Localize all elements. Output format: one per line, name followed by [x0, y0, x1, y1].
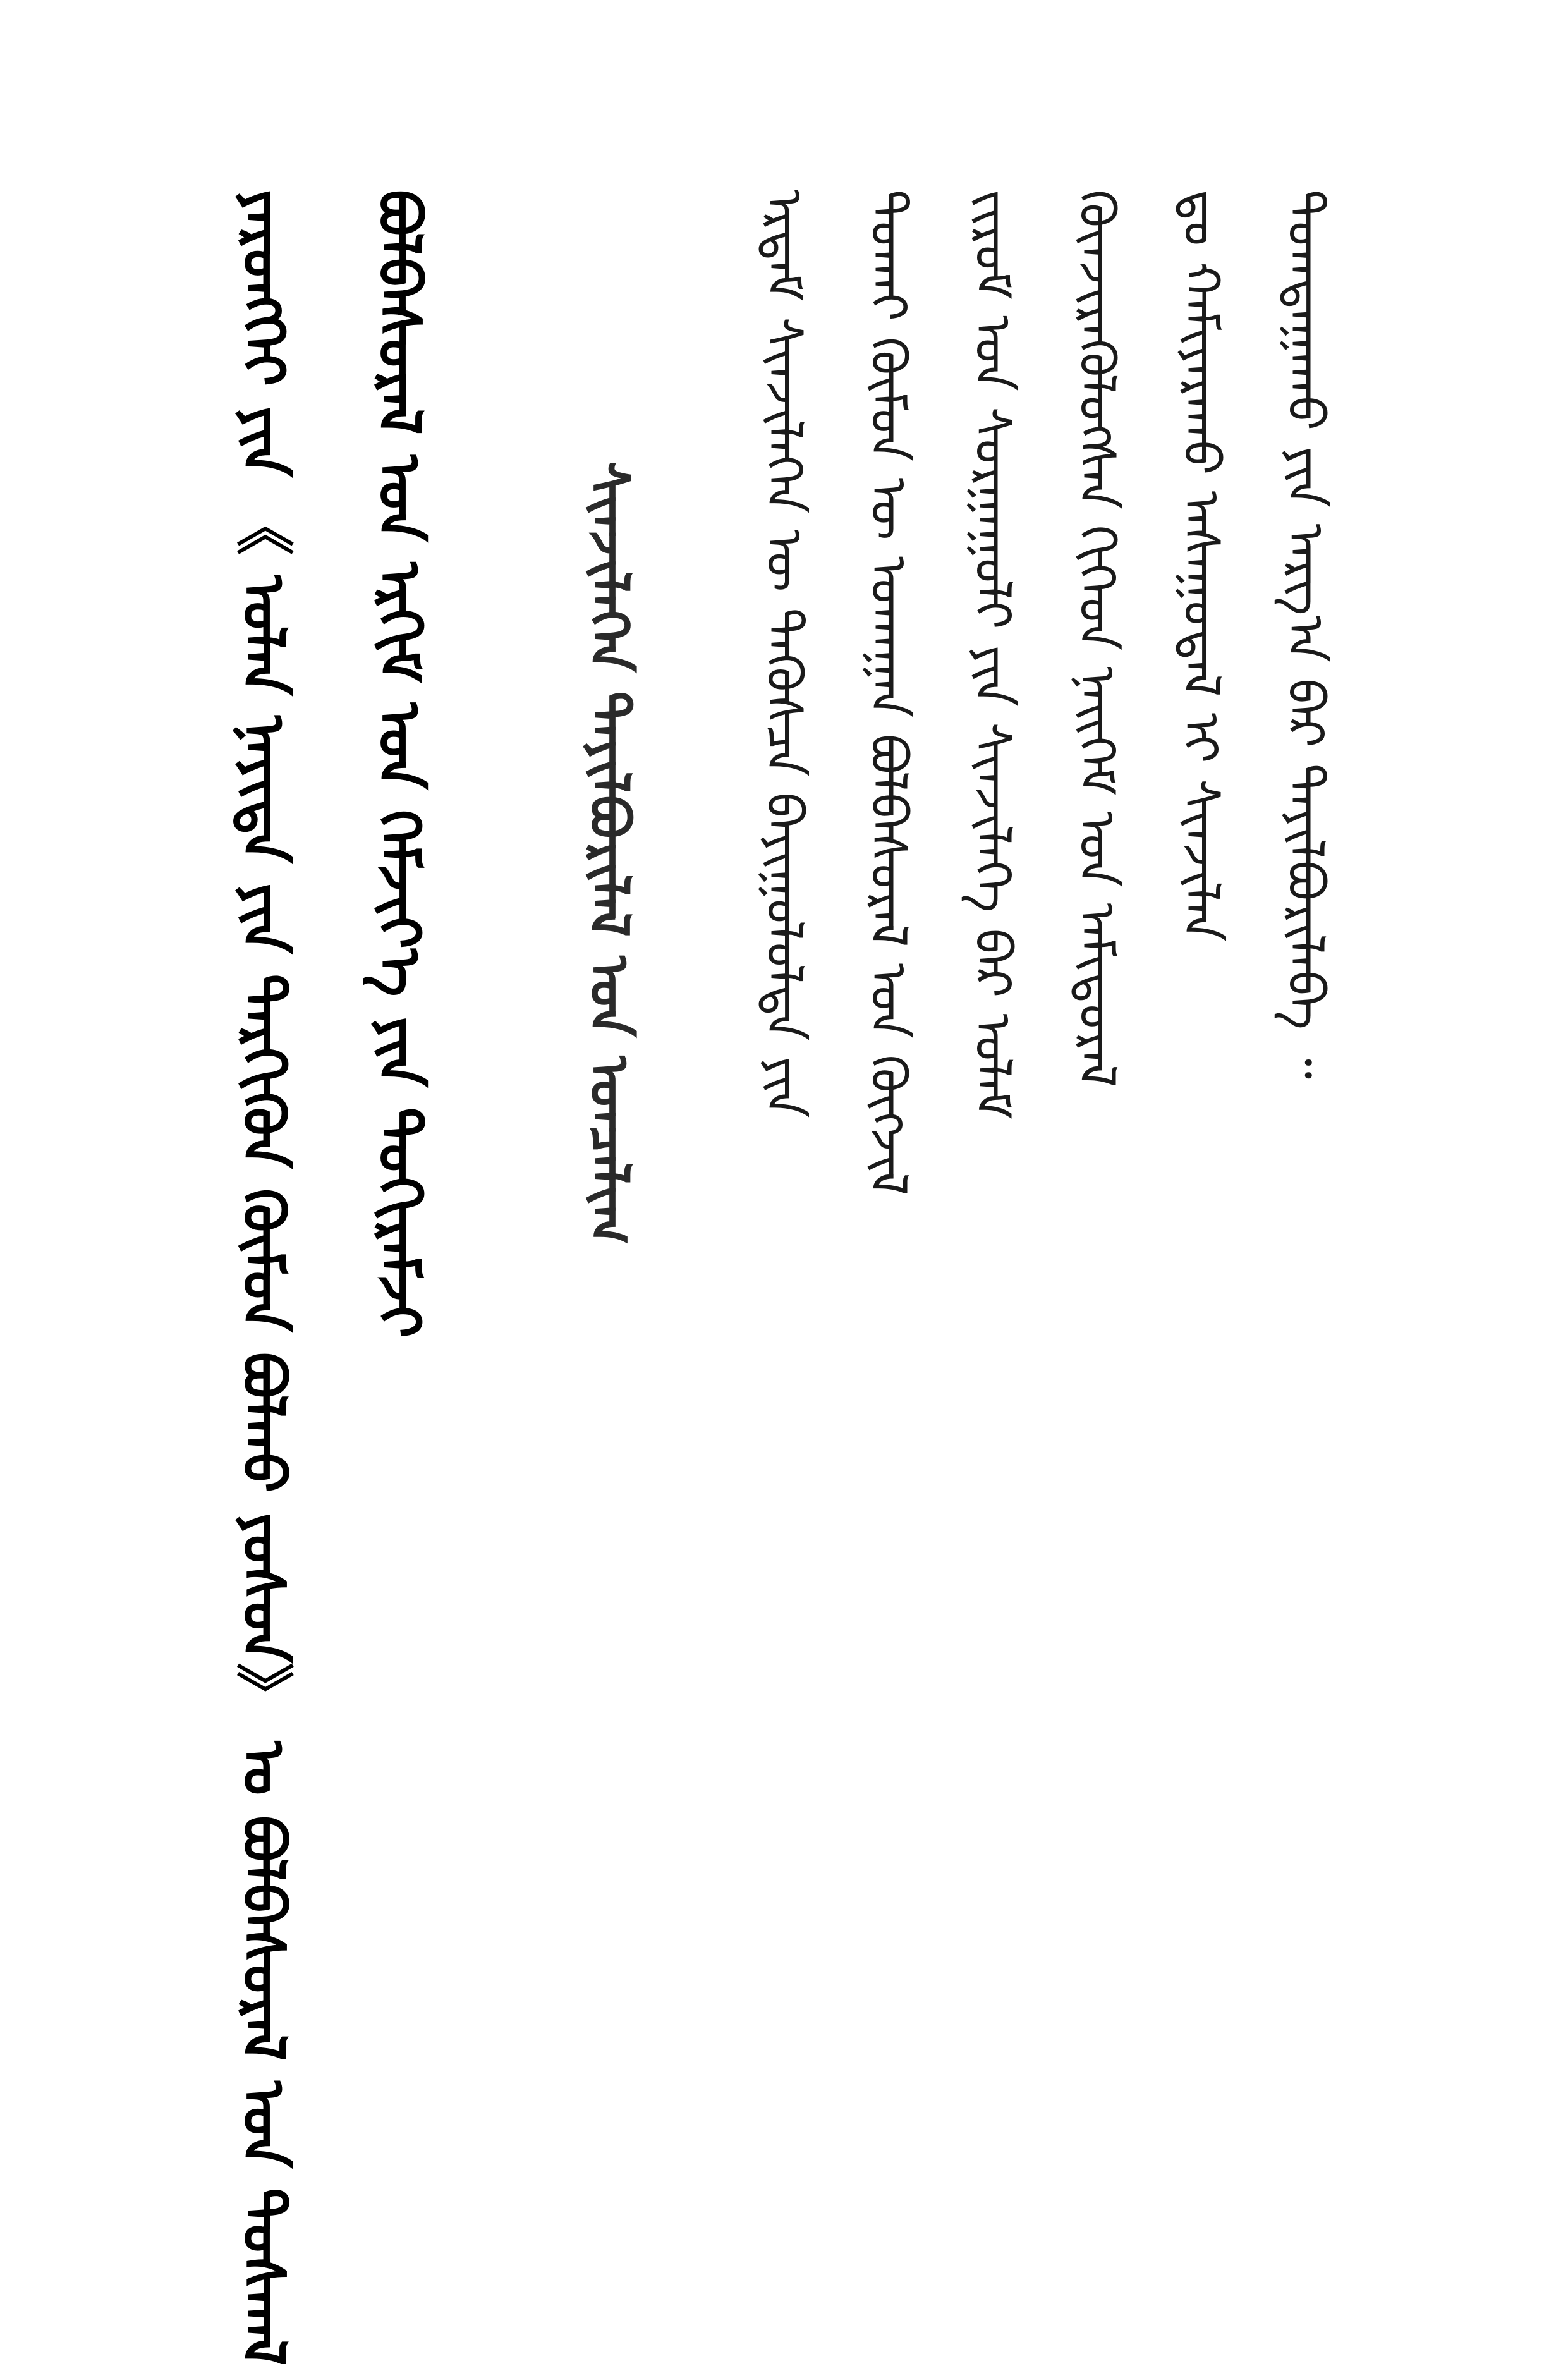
- body-line-2: ᠲᠤᠬᠠᠢ ᠬᠦᠮᠦᠨ ᠦ ᠤᠬᠠᠭᠠᠨ ᠪᠣᠯᠪᠠᠰᠤᠷᠠᠯ ᠤᠨ ᠬᠥᠭᠵᠢᠯ: [859, 190, 918, 1196]
- title-line-1: ᠶᠡᠷᠦᠩᠬᠡᠶ ᠶᠢᠨ 《 ᠣᠯᠠᠨ ᠨᠡᠶᠢᠲᠡ ᠶᠢᠨ ᠲᠡᠷᠭᠢᠭᠦᠨ ᠬᠦᠮᠦᠨ ᠪᠣᠯᠬᠤ ᠶᠣᠰᠣᠨ》 ᠤ ᠪᠣᠯᠪᠠᠰᠤᠷᠠᠯ ᠤᠨ ᠲᠣᠰᠬᠠᠯ: [229, 190, 297, 2366]
- body-line-6: ᠲᠣᠭᠲᠠᠭᠠᠬᠤ ᠶᠢᠨ ᠠᠷᠭ᠎ᠠ ᠪᠠᠷ ᠲᠠᠶᠢᠯᠪᠤᠷᠢᠯᠠᠪᠠ ᠃: [1276, 190, 1335, 1079]
- title-line-2: ᠪᠣᠯᠪᠠᠰᠤᠷᠠᠯ ᠤᠨ ᠡᠷᠬᠢᠮ ᠤᠨ ᠬᠡᠮᠵᠢᠶ᠎ᠡ ᠶᠢᠨ ᠲᠣᠬᠢᠷᠠᠮᠵᠢ: [365, 190, 433, 1338]
- section-subtitle: ᠰᠢᠨᠵᠢᠯᠡᠭᠡᠨ ᠲᠠᠶᠢᠯᠪᠤᠷᠢᠯᠠᠯ ᠤᠨ ᠣᠨᠴᠠᠯᠢᠭ: [577, 461, 640, 1245]
- body-line-5: ᠳᠤ ᠬᠠᠮᠢᠶᠠᠷᠠᠬᠤ ᠠᠰᠠᠭᠤᠳᠠᠯ ᠢ ᠰᠢᠨᠵᠢᠯᠡᠨ: [1172, 190, 1231, 942]
- body-line-1: ᠡᠷᠳᠡᠮ ᠰᠢᠨᠵᠢᠯᠡᠭᠡᠨ ᠦ ᠲᠡᠭᠦᠰᠴᠡ ᠪᠠᠶᠢᠭᠤᠯᠤᠯᠲᠠ ᠶᠢᠨ: [755, 190, 813, 1118]
- body-line-4: ᠭᠦᠨᠵᠢᠷᠡᠭᠦᠯᠦᠭᠰᠡᠨ ᠬᠢᠭᠡᠳ ᠨᠡᠢᠭᠡᠮ ᠤᠨ ᠠᠮᠢᠳᠤᠷᠠᠯ: [1067, 190, 1126, 1088]
- body-line-3: ᠵᠢᠷᠤᠮ ᠤᠨ ᠰᠤᠷᠭᠠᠭᠤᠯᠢ ᠶᠢᠨ ᠰᠢᠨᠵᠢᠯᠡᠭᠡ ᠪᠡᠷ ᠤᠯᠠᠮ: [963, 190, 1022, 1119]
